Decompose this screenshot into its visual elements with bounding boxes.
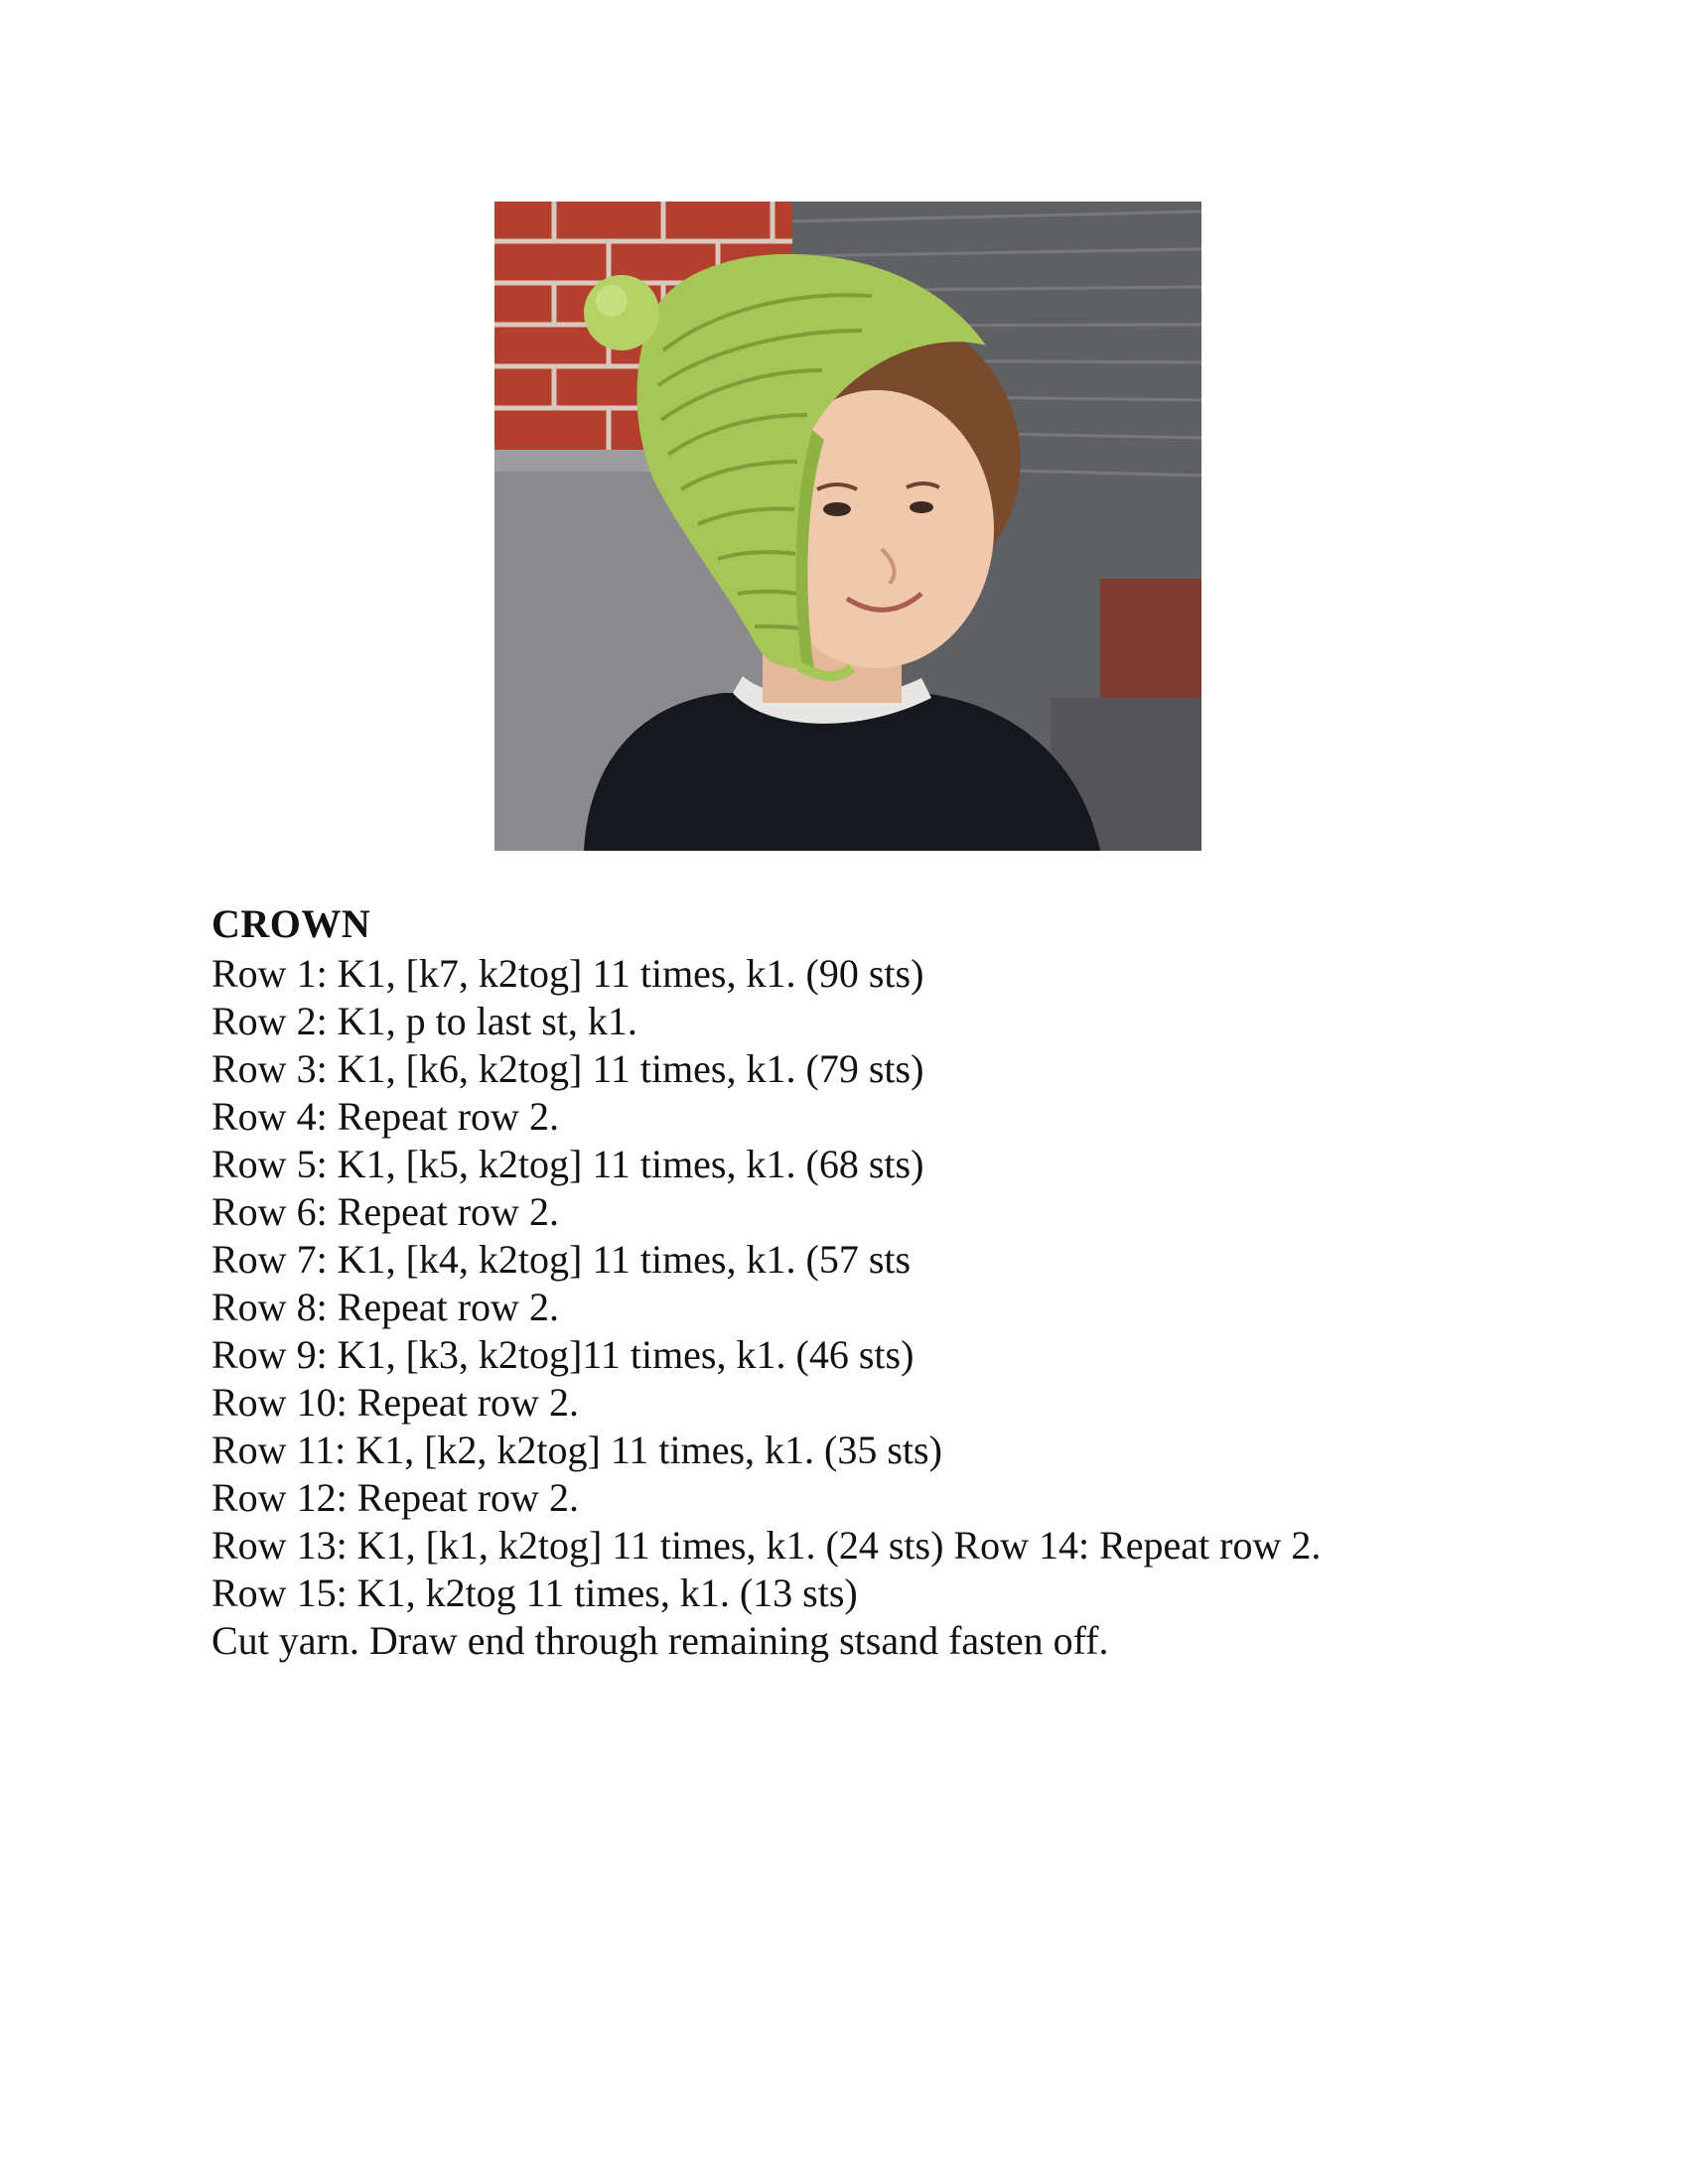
section-heading: CROWN — [211, 901, 371, 946]
instruction-line: Row 13: K1, [k1, k2tog] 11 times, k1. (24 sts) Row 14: Repeat row 2. — [211, 1523, 1322, 1568]
hat-photo-illustration — [494, 202, 1201, 851]
instruction-line: Row 10: Repeat row 2. — [211, 1380, 579, 1425]
instruction-line: Row 12: Repeat row 2. — [211, 1475, 579, 1520]
instruction-line: Row 9: K1, [k3, k2tog]11 times, k1. (46 sts) — [211, 1332, 914, 1377]
hat-photo — [494, 202, 1201, 851]
instruction-line: Row 15: K1, k2tog 11 times, k1. (13 sts) — [211, 1570, 858, 1615]
instruction-line: Row 5: K1, [k5, k2tog] 11 times, k1. (68 sts) — [211, 1142, 924, 1186]
instruction-line: Row 3: K1, [k6, k2tog] 11 times, k1. (79 sts) — [211, 1046, 924, 1091]
instruction-line: Row 4: Repeat row 2. — [211, 1094, 559, 1139]
instruction-line: Row 8: Repeat row 2. — [211, 1285, 559, 1329]
instruction-line: Row 11: K1, [k2, k2tog] 11 times, k1. (35 sts) — [211, 1428, 942, 1472]
instruction-line: Row 6: Repeat row 2. — [211, 1189, 559, 1234]
instruction-line: Row 2: K1, p to last st, k1. — [211, 999, 637, 1043]
instruction-line: Row 7: K1, [k4, k2tog] 11 times, k1. (57 sts — [211, 1237, 912, 1282]
instruction-line: Row 1: K1, [k7, k2tog] 11 times, k1. (90 sts) — [211, 951, 924, 996]
crown-instructions — [211, 898, 1522, 1665]
instruction-line: Cut yarn. Draw end through remaining stsand fasten off. — [211, 1618, 1109, 1663]
